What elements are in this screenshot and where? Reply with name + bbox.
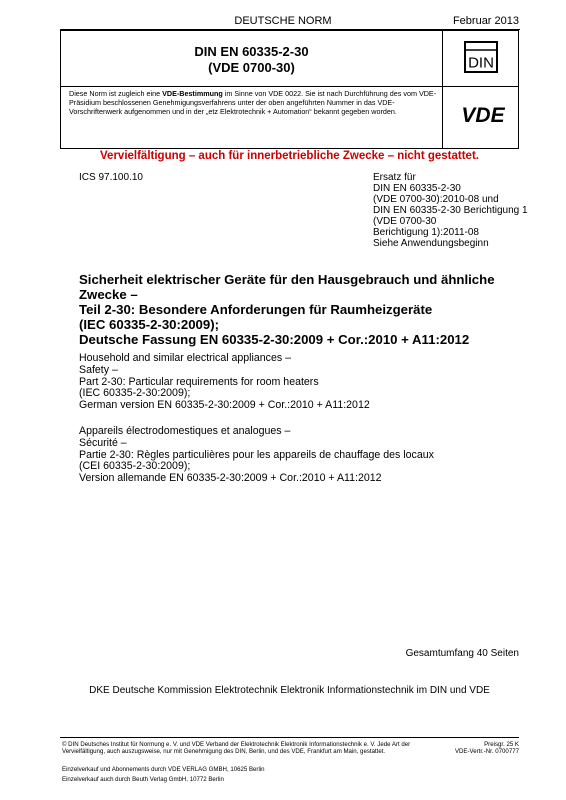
price-info xyxy=(455,741,519,755)
footer-divider xyxy=(60,737,519,738)
vde-logo-text: VDE xyxy=(461,104,505,126)
title-english-line: Household and similar electrical appliances – xyxy=(79,352,291,364)
title-french-line: Version allemande EN 60335-2-30:2009 + Cor.:2010 + A11:2012 xyxy=(79,472,382,485)
title-german-line: Zwecke – xyxy=(79,287,138,302)
vde-note-text-post: im Sinne von VDE 0022. Sie ist nach Durchführung des vom VDE-Präsidium beschlossenen Genehmigungsverfahrens unter der oben angeführten Nummer in das VDE-Vorschriftenwerk aufgenommen und in der „etz Elektrotechnik + Automation“ bekannt gegeben worden. xyxy=(69,89,437,116)
replacement-note: Ersatz für DIN EN 60335-2-30 (VDE 0700-30):2010-08 und DIN EN 60335-2-30 Berichtigung 1 (VDE 0700-30 Berichtigung 1):2011-08 Siehe Anwendungsbeginn xyxy=(373,172,528,249)
header-box-horizontal-divider xyxy=(61,86,518,87)
title-german xyxy=(79,272,519,347)
vde-note-text-bold: VDE-Bestimmung xyxy=(162,89,223,98)
title-french-line: Sécurité – xyxy=(79,436,127,449)
price-group: Preisgr. 25 K xyxy=(484,741,519,748)
vde-logo-icon xyxy=(453,104,513,126)
vde-distribution-number: VDE-Vertr.-Nr. 0700777 xyxy=(454,748,519,756)
title-german-line: Deutsche Fassung EN 60335-2-30:2009 + Cor.:2010 + A11:2012 xyxy=(79,332,470,347)
ics-code: ICS 97.100.10 xyxy=(79,172,143,183)
reproduction-notice: Vervielfältigung – auch für innerbetriebliche Zwecke – nicht gestattet. xyxy=(100,150,479,162)
title-english-line: (IEC 60335-2-30:2009); xyxy=(79,387,191,400)
title-french-line: Partie 2-30: Règles particulières pour les appareils de chauffage des locaux xyxy=(79,448,434,461)
standard-designation xyxy=(61,44,442,76)
vde-logo xyxy=(453,104,513,126)
vde-determination-note xyxy=(69,89,437,116)
sales-info xyxy=(62,765,265,784)
issue-date: Februar 2013 xyxy=(452,15,519,27)
header-box xyxy=(60,30,519,149)
title-english-line: German version EN 60335-2-30:2009 + Cor.:2010 + A11:2012 xyxy=(79,399,370,412)
din-logo xyxy=(464,41,498,73)
copyright-notice: © DIN Deutsches Institut für Normung e. V. und VDE Verband der Elektrotechnik Elektronik Informationstechnik e. V. Jede Art der Vervielfältigung, auch auszugsweise, nur mit Genehmigung des DIN, Berlin, und des VDE, Frankfurt am Main, gestattet. xyxy=(62,741,411,756)
title-english-line: Part 2-30: Particular requirements for room heaters xyxy=(79,375,319,388)
din-logo-icon xyxy=(466,43,496,71)
title-german-line: (IEC 60335-2-30:2009); xyxy=(79,317,220,332)
total-pages: Gesamtumfang 40 Seiten xyxy=(405,648,519,659)
header-box-vertical-divider xyxy=(442,31,443,148)
title-french-line: Appareils électrodomestiques et analogues – xyxy=(79,425,291,437)
title-french-line: (CEI 60335-2-30:2009); xyxy=(79,460,191,473)
title-french xyxy=(79,426,519,485)
title-english-line: Safety – xyxy=(79,363,118,376)
title-german-line: Sicherheit elektrischer Geräte für den Hausgebrauch und ähnliche xyxy=(79,272,495,287)
standard-number: DIN EN 60335-2-30 xyxy=(194,44,309,59)
title-german-line: Teil 2-30: Besondere Anforderungen für Raumheizgeräte xyxy=(79,302,433,317)
din-logo-text: DIN xyxy=(468,54,494,71)
vde-note-text-pre: Diese Norm ist zugleich eine xyxy=(69,89,163,98)
dke-commission: DKE Deutsche Kommission Elektrotechnik Elektronik Informationstechnik im DIN und VDE xyxy=(89,685,490,696)
sales-info-beuth: Einzelverkauf auch durch Beuth Verlag GmbH, 10772 Berlin xyxy=(62,775,224,783)
sales-info-vde-verlag: Einzelverkauf und Abonnements durch VDE VERLAG GMBH, 10625 Berlin xyxy=(62,766,265,773)
title-english xyxy=(79,353,519,412)
vde-number: (VDE 0700-30) xyxy=(208,60,295,75)
norm-label: DEUTSCHE NORM xyxy=(234,15,332,27)
